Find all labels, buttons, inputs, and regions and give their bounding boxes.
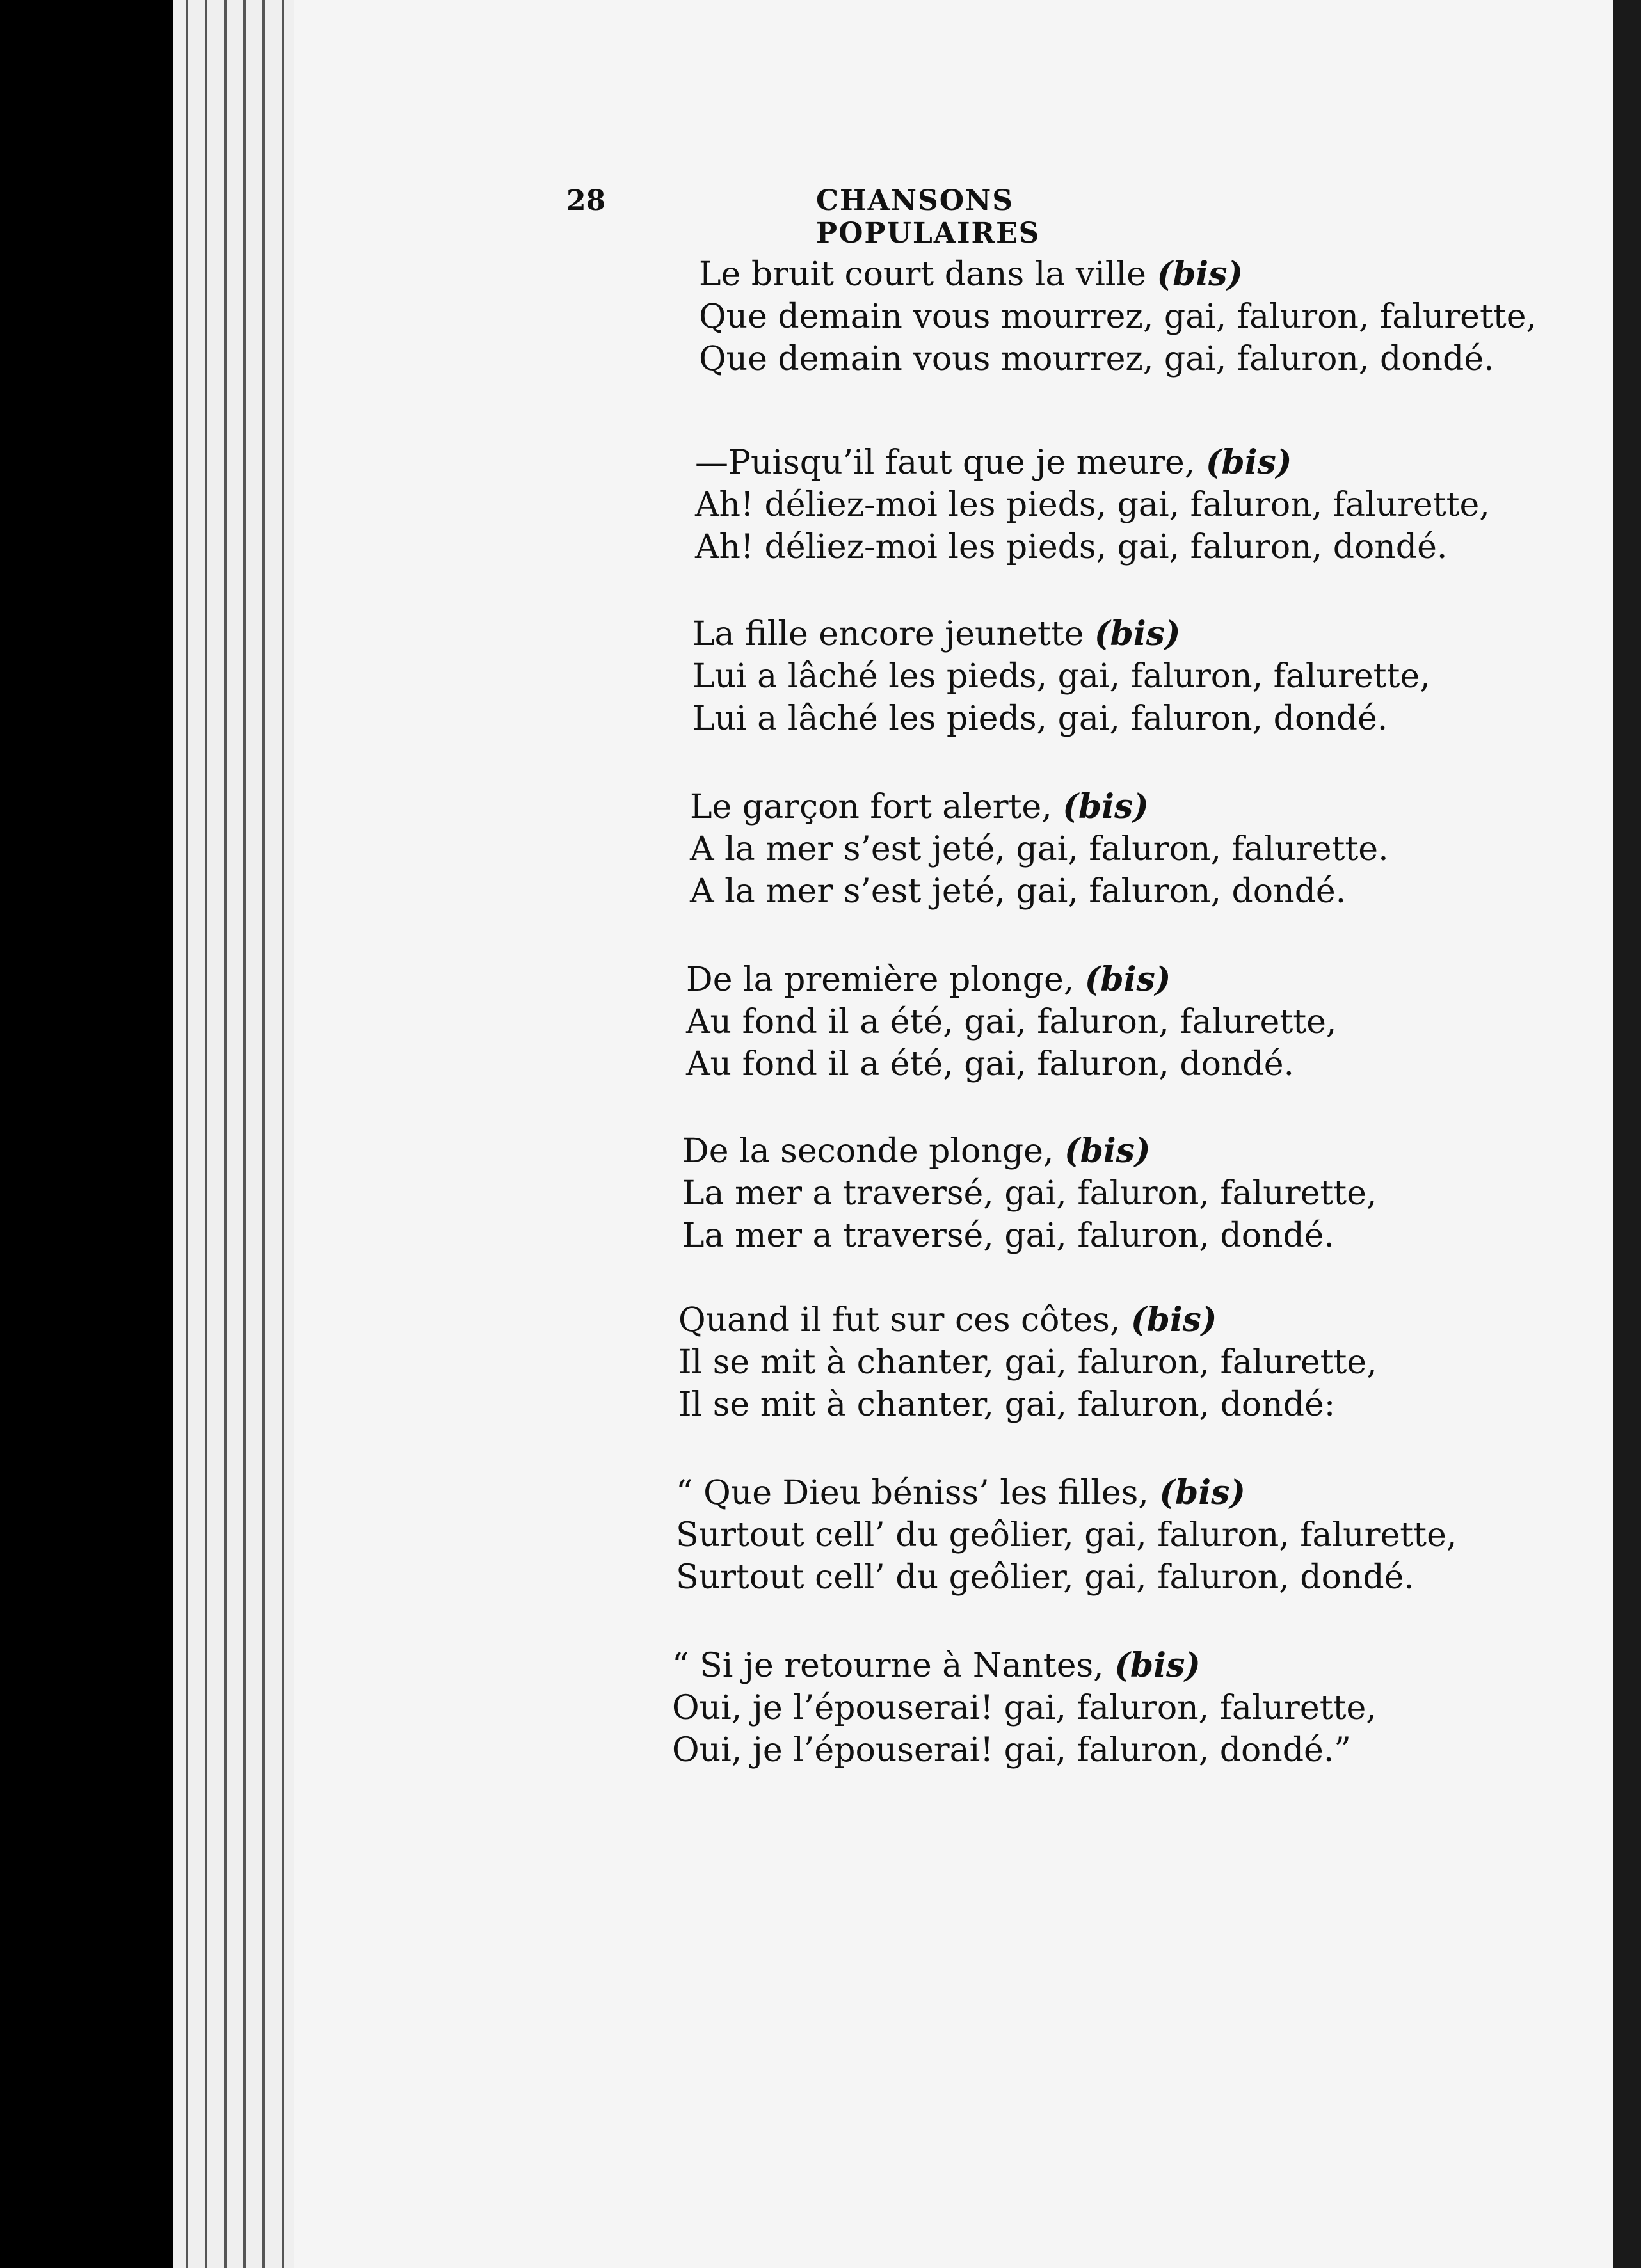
verse-line: Au fond il a été, gai, faluron, dondé. [686, 1045, 1294, 1083]
verse-line: Le garçon fort alerte, (bis) [690, 787, 1149, 826]
page-edge-line [243, 0, 246, 2268]
page-edge-line [186, 0, 188, 2268]
verse-line: A la mer s’est jeté, gai, faluron, falurette. [690, 830, 1389, 868]
verse-line: Il se mit à chanter, gai, faluron, dondé: [678, 1386, 1336, 1424]
page-header [566, 184, 1238, 250]
verse-line: La fille encore jeunette (bis) [692, 614, 1181, 653]
verse-line: Oui, je l’épouserai! gai, faluron, dondé.” [672, 1731, 1351, 1769]
page-number: 28 [566, 184, 606, 217]
page-edge-line [262, 0, 265, 2268]
bis-mark: (bis) [1062, 787, 1149, 826]
stanza-5 [686, 959, 1336, 1085]
page-shadow [1613, 0, 1641, 2268]
verse-line: De la seconde plonge, (bis) [682, 1131, 1151, 1170]
bis-mark: (bis) [1130, 1300, 1217, 1339]
bis-mark: (bis) [1157, 255, 1244, 294]
stanza-4 [690, 786, 1389, 913]
page-edge-line [205, 0, 207, 2268]
verse-line: La mer a traversé, gai, faluron, dondé. [682, 1217, 1335, 1255]
bis-mark: (bis) [1205, 443, 1292, 482]
verse-line: Lui a lâché les pieds, gai, faluron, falurette, [692, 657, 1430, 696]
stanza-1 [699, 253, 1537, 380]
stanza-2 [695, 442, 1490, 568]
bis-mark: (bis) [1114, 1646, 1201, 1685]
running-title: CHANSONS POPULAIRES [816, 184, 1041, 250]
stanza-7 [678, 1299, 1377, 1426]
stanza-3 [692, 613, 1430, 740]
page-edge-line [224, 0, 227, 2268]
verse-line: Oui, je l’épouserai! gai, faluron, falurette, [672, 1689, 1377, 1727]
bis-mark: (bis) [1064, 1131, 1151, 1170]
verse-line: Surtout cell’ du geôlier, gai, faluron, dondé. [676, 1558, 1414, 1597]
verse-line: “ Que Dieu béniss’ les filles, (bis) [676, 1473, 1245, 1512]
verse-line: —Puisqu’il faut que je meure, (bis) [695, 443, 1292, 482]
verse-line: Au fond il a été, gai, faluron, falurette, [686, 1003, 1337, 1041]
page-edge-line [282, 0, 284, 2268]
stanza-9 [672, 1645, 1377, 1771]
bis-mark: (bis) [1159, 1473, 1245, 1512]
verse-line: Que demain vous mourrez, gai, faluron, falurette, [699, 298, 1537, 336]
verse-line: A la mer s’est jeté, gai, faluron, dondé. [690, 872, 1347, 911]
verse-line: Ah! déliez-moi les pieds, gai, faluron, dondé. [695, 528, 1448, 566]
stanza-8 [676, 1472, 1457, 1599]
verse-line: Quand il fut sur ces côtes, (bis) [678, 1300, 1217, 1339]
verse-line: La mer a traversé, gai, faluron, falurette, [682, 1174, 1377, 1213]
bis-mark: (bis) [1084, 960, 1171, 999]
verse-line: Surtout cell’ du geôlier, gai, faluron, falurette, [676, 1516, 1457, 1554]
verse-line: De la première plonge, (bis) [686, 960, 1171, 999]
stanza-6 [682, 1130, 1377, 1257]
verse-line: Il se mit à chanter, gai, faluron, falurette, [678, 1343, 1377, 1382]
verse-line: Le bruit court dans la ville (bis) [699, 255, 1244, 294]
verse-line: Que demain vous mourrez, gai, faluron, dondé. [699, 340, 1494, 378]
verse-line: Lui a lâché les pieds, gai, faluron, dondé. [692, 699, 1388, 738]
verse-line: “ Si je retourne à Nantes, (bis) [672, 1646, 1201, 1685]
verse-line: Ah! déliez-moi les pieds, gai, faluron, falurette, [695, 486, 1490, 524]
bis-mark: (bis) [1094, 614, 1181, 653]
